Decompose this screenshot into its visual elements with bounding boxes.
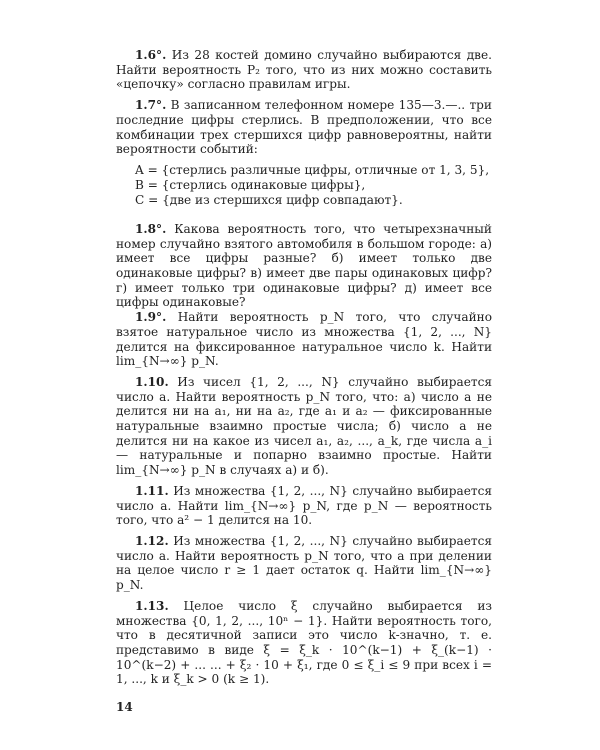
problem-text: Из чисел {1, 2, ..., N} случайно выбирается число a. Найти вероятность p_N того, что: а) число a не делится ни на a₁, ни на a₂, где a₁ и a₂ — фиксированные натуральные взаимно простые числа; б) число a не делится ни на какое из чисел a₁, a₂, ..., a_k, где числа a_i — натуральные и попарно взаимно простые. Найти lim_{N→∞} p_N в случаях а) и б).: [116, 374, 492, 478]
problem-text: Из 28 костей домино случайно выбираются две. Найти вероятность P₂ того, что из них можно составить «цепочку» согласно правилам игры.: [116, 48, 492, 92]
problem-1-8: [116, 222, 492, 310]
event-c: C = {две из стершихся цифр совпадают}.: [135, 192, 403, 207]
problem-text: Какова вероятность того, что четырехзначный номер случайно взятого автомобиля в большом городе: а) имеет все цифры разные? б) имеет только две одинаковые цифры? в) имеет две пары одинаковых цифр? г) имеет только три одинаковые цифры? д) имеет все цифры одинаковые?: [116, 221, 492, 310]
problem-1-9: [116, 310, 492, 369]
problem-text: Из множества {1, 2, ..., N} случайно выбирается число a. Найти вероятность p_N того, что a при делении на целое число r ≥ 1 дает остаток q. Найти lim_{N→∞} p_N.: [116, 533, 492, 593]
problem-number: 1.9°.: [135, 310, 167, 325]
problem-number: 1.8°.: [135, 221, 167, 236]
problem-1-10: [116, 375, 492, 478]
problem-number: 1.11.: [135, 483, 169, 498]
problem-1-7: [116, 98, 492, 157]
problem-1-6: [116, 48, 492, 92]
problems-text: [116, 48, 492, 687]
page-number: 14: [116, 700, 133, 714]
problem-1-12: [116, 534, 492, 593]
problem-text: Найти вероятность p_N того, что случайно взятое натуральное число из множества {1, 2, ..., N} делится на фиксированное натуральное число k. Найти lim_{N→∞} p_N.: [116, 310, 492, 369]
problem-number: 1.13.: [135, 598, 169, 613]
problem-number: 1.7°.: [135, 98, 167, 113]
problem-number: 1.10.: [135, 374, 169, 389]
problem-text: В записанном телефонном номере 135—3.—.. три последние цифры стерлись. В предположении, что все комбинации трех стершихся цифр равновероятны, найти вероятности событий:: [116, 98, 492, 157]
problem-1-13: [116, 599, 492, 687]
event-a: A = {стерлись различные цифры, отличные от 1, 3, 5},: [135, 162, 490, 177]
event-b: B = {стерлись одинаковые цифры},: [135, 177, 366, 192]
problem-1-11: [116, 484, 492, 528]
problem-text: Целое число ξ случайно выбирается из множества {0, 1, 2, ..., 10ⁿ − 1}. Найти вероятность того, что в десятичной записи это число k-значно, т. е. представимо в виде ξ = ξ_k · 10^(k−1) + ξ_(k−1) · 10^(k−2) + ... ... + ξ₂ · 10 + ξ₁, где 0 ≤ ξ_i ≤ 9 при всех i = 1, ..., k и ξ_k > 0 (k ≥ 1).: [116, 598, 492, 687]
problem-text: Из множества {1, 2, ..., N} случайно выбирается число a. Найти lim_{N→∞} p_N, где p_N — вероятность того, что a² − 1 делится на 10.: [116, 483, 492, 528]
event-definitions: [116, 163, 492, 208]
problem-number: 1.6°.: [135, 48, 167, 62]
problem-number: 1.12.: [135, 533, 169, 548]
